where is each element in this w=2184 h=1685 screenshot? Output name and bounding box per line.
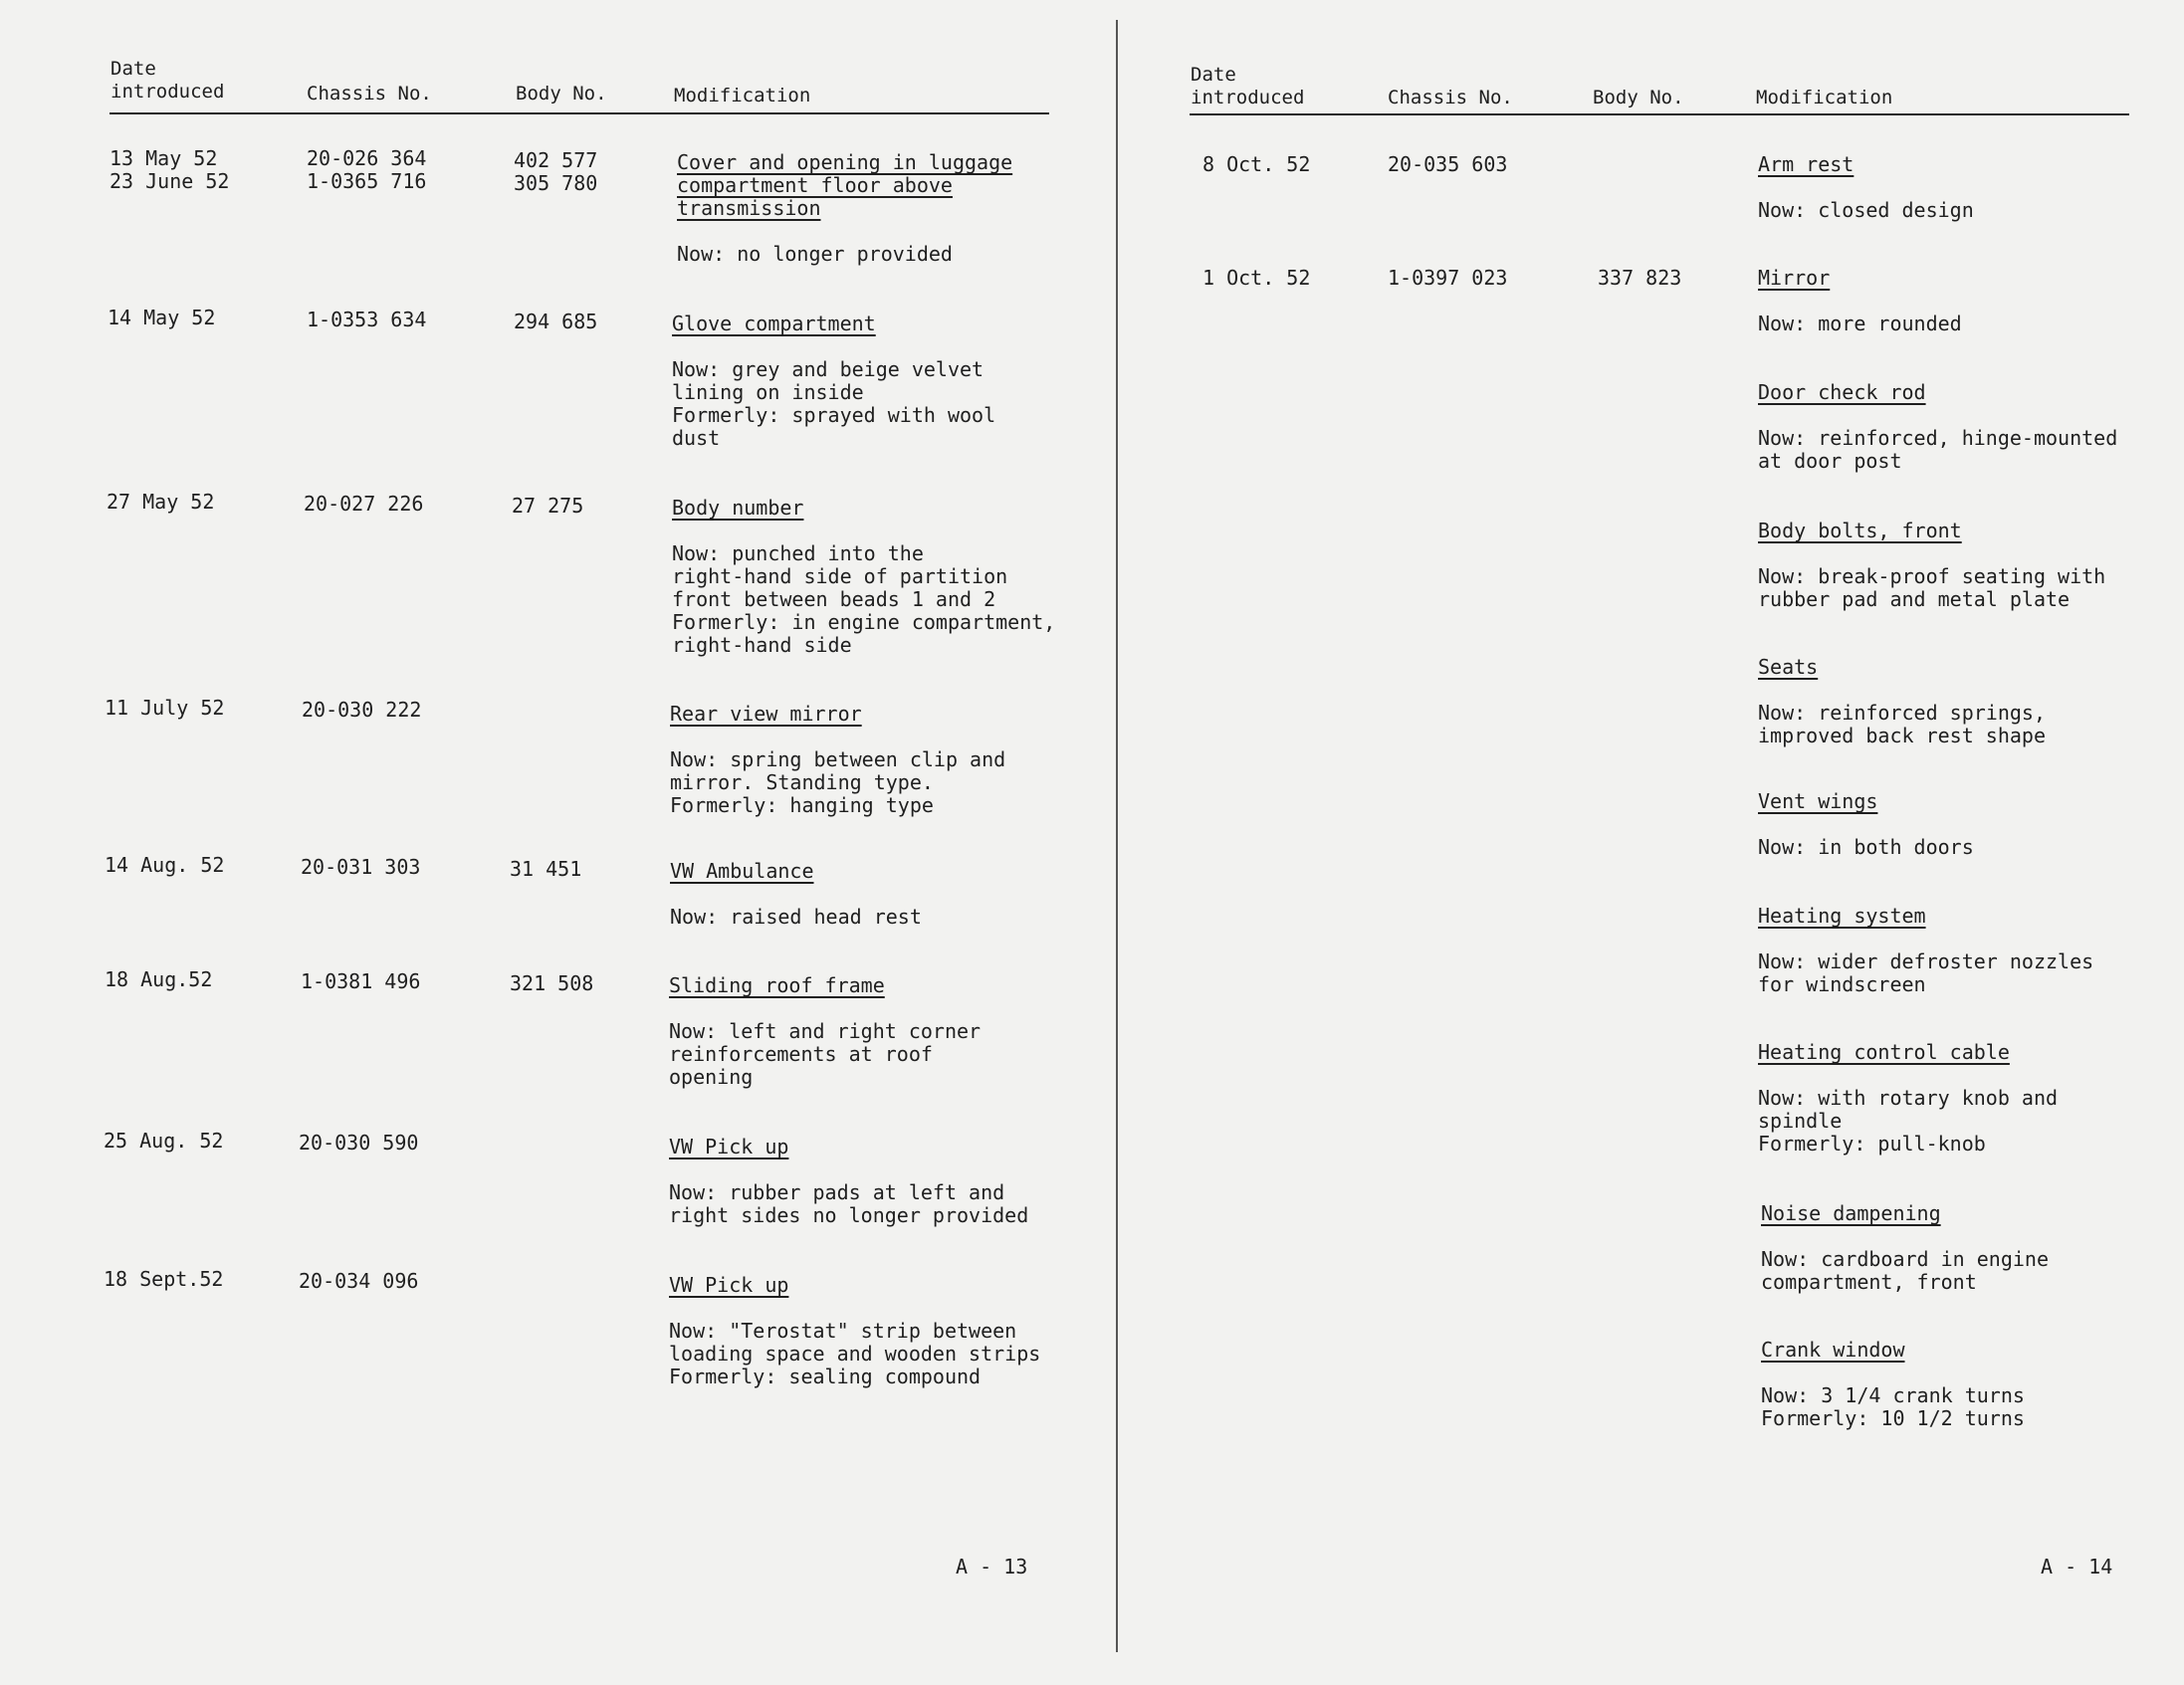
header-chassis: Chassis No. <box>1388 87 1513 108</box>
chassis-cell: 20-027 226 <box>304 492 424 516</box>
modification-title: Body bolts, front <box>1758 519 1962 542</box>
body-cell: 294 685 <box>514 310 598 333</box>
modification-title: Mirror <box>1758 266 1831 290</box>
modification-title: Heating system <box>1758 904 1926 928</box>
modification-text: Now: cardboard in engine compartment, front <box>1761 1247 2049 1294</box>
chassis-cell: 20-035 603 <box>1388 152 1508 176</box>
right-page <box>1119 0 2184 1685</box>
date-cell: 11 July 52 <box>105 696 225 720</box>
modification-cell <box>670 703 1088 817</box>
modification-cell <box>669 1274 1107 1388</box>
date-cell: 13 May 52 23 June 52 <box>109 146 230 193</box>
modification-cell <box>1758 520 2184 611</box>
chassis-cell: 20-030 222 <box>302 698 422 722</box>
modification-text: Now: reinforced springs, improved back rest shape <box>1758 701 2046 747</box>
chassis-cell: 20-031 303 <box>301 855 421 879</box>
modification-cell <box>1758 790 2184 859</box>
header-date: Date introduced <box>1191 64 1305 108</box>
modification-cell <box>1758 1041 2184 1156</box>
modification-text: Now: grey and beige velvet lining on inside Formerly: sprayed with wool dust <box>672 357 996 450</box>
body-cell: 337 823 <box>1598 266 1682 290</box>
modification-title: Noise dampening <box>1761 1201 1941 1225</box>
modification-title: VW Ambulance <box>670 859 814 883</box>
modification-cell <box>1758 153 2176 222</box>
modification-cell <box>669 1136 1087 1227</box>
date-cell: 8 Oct. 52 <box>1202 152 1311 176</box>
modification-text: Now: left and right corner reinforcements at roof opening <box>669 1019 982 1089</box>
modification-title: Seats <box>1758 655 1819 679</box>
modification-cell <box>670 860 1088 929</box>
date-cell: 25 Aug. 52 <box>104 1129 224 1153</box>
modification-text: Now: no longer provided <box>677 242 953 266</box>
modification-text: Now: "Terostat" strip between loading space and wooden strips Formerly: sealing compound <box>669 1319 1041 1388</box>
header-modification: Modification <box>674 85 811 106</box>
modification-text: Now: reinforced, hinge-mounted at door post <box>1758 426 2118 473</box>
chassis-cell: 20-026 364 1-0365 716 <box>307 146 427 193</box>
modification-text: Now: with rotary knob and spindle Formerly: pull-knob <box>1758 1086 2059 1156</box>
modification-text: Now: closed design <box>1758 198 1974 222</box>
header-body: Body No. <box>1593 87 1684 108</box>
header-body: Body No. <box>516 83 607 105</box>
header-date: Date introduced <box>110 58 225 103</box>
chassis-cell: 20-034 096 <box>299 1269 419 1293</box>
modification-cell <box>672 497 1110 657</box>
body-cell: 31 451 <box>510 857 582 881</box>
modification-title: Door check rod <box>1758 380 1926 404</box>
date-cell: 14 Aug. 52 <box>105 853 225 877</box>
chassis-cell: 1-0353 634 <box>307 308 427 331</box>
modification-text: Now: more rounded <box>1758 312 1962 335</box>
modification-title: Sliding roof frame <box>669 973 885 997</box>
modification-title: Crank window <box>1761 1338 1905 1362</box>
date-cell: 18 Aug.52 <box>105 967 213 991</box>
date-cell: 27 May 52 <box>107 490 215 514</box>
header-rule <box>1190 113 2129 115</box>
modification-text: Now: in both doors <box>1758 835 1974 859</box>
page-number: A - 14 <box>2041 1555 2113 1579</box>
body-cell: 321 508 <box>510 971 594 995</box>
modification-cell <box>1758 656 2184 747</box>
header-chassis: Chassis No. <box>307 83 432 105</box>
modification-cell <box>672 313 1090 450</box>
chassis-cell: 1-0381 496 <box>301 969 421 993</box>
modification-title: Rear view mirror <box>670 702 862 726</box>
header-rule <box>109 112 1049 114</box>
chassis-cell: 1-0397 023 <box>1388 266 1508 290</box>
modification-cell <box>1761 1339 2184 1430</box>
modification-title: Cover and opening in luggage compartment floor above transmission <box>677 150 1013 220</box>
modification-title: Body number <box>672 496 804 520</box>
date-cell: 14 May 52 <box>108 306 216 329</box>
modification-title: Arm rest <box>1758 152 1855 176</box>
modification-text: Now: raised head rest <box>670 905 922 929</box>
modification-text: Now: wider defroster nozzles for windscreen <box>1758 949 2094 996</box>
modification-title: VW Pick up <box>669 1273 789 1297</box>
modification-title: Glove compartment <box>672 312 876 335</box>
date-cell: 18 Sept.52 <box>104 1267 224 1291</box>
body-cell: 402 577 305 780 <box>514 148 598 195</box>
page-divider <box>1116 20 1118 1652</box>
header-modification: Modification <box>1756 87 1893 108</box>
modification-title: Heating control cable <box>1758 1040 2010 1064</box>
modification-title: VW Pick up <box>669 1135 789 1158</box>
page-number: A - 13 <box>956 1555 1028 1579</box>
date-cell: 1 Oct. 52 <box>1202 266 1311 290</box>
modification-text: Now: break-proof seating with rubber pad and metal plate <box>1758 564 2106 611</box>
modification-text: Now: 3 1/4 crank turns Formerly: 10 1/2 turns <box>1761 1383 2025 1430</box>
modification-cell <box>669 974 1087 1089</box>
modification-cell <box>1761 1202 2184 1294</box>
modification-cell <box>677 151 1095 266</box>
modification-cell <box>1758 905 2184 996</box>
modification-text: Now: spring between clip and mirror. Standing type. Formerly: hanging type <box>670 747 1006 817</box>
modification-text: Now: rubber pads at left and right sides no longer provided <box>669 1180 1029 1227</box>
modification-text: Now: punched into the right-hand side of partition front between beads 1 and 2 Formerly: in engine compartment, right-hand side <box>672 541 1056 657</box>
chassis-cell: 20-030 590 <box>299 1131 419 1155</box>
modification-cell <box>1758 381 2184 473</box>
modification-cell <box>1758 267 2184 335</box>
body-cell: 27 275 <box>512 494 584 518</box>
modification-title: Vent wings <box>1758 789 1878 813</box>
